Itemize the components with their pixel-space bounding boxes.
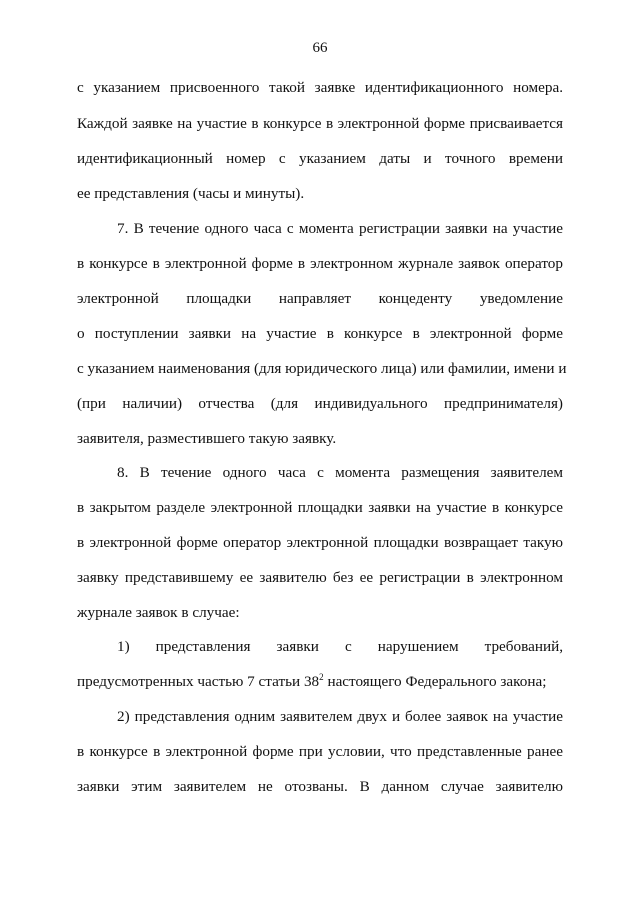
text-line: электронной площадки направляет концеденту уведомление [77, 290, 563, 307]
text-line: 8. В течение одного часа с момента размещения заявителем [117, 464, 563, 481]
text-line: идентификационный номер с указанием даты и точного времени [77, 150, 563, 167]
text-line: журнале заявок в случае: [77, 604, 240, 621]
text-line: (при наличии) отчества (для индивидуального предпринимателя) [77, 395, 563, 412]
page-number: 66 [312, 40, 328, 56]
text-line [77, 672, 563, 692]
superscript: 2 [319, 672, 324, 682]
text-line: заявку представившему ее заявителю без ее регистрации в электронном [77, 569, 563, 586]
text-line: в закрытом разделе электронной площадки заявки на участие в конкурсе [77, 499, 563, 516]
text-segment: настоящего Федерального закона; [323, 673, 547, 690]
text-line: в электронной форме оператор электронной площадки возвращает такую [77, 534, 563, 551]
text-line: с указанием присвоенного такой заявке идентификационного номера. [77, 79, 563, 96]
text-line: заявителя, разместившего такую заявку. [77, 430, 337, 447]
text-line: 7. В течение одного часа с момента регистрации заявки на участие [117, 220, 563, 237]
text-line: с указанием наименования (для юридического лица) или фамилии, имени и [77, 360, 567, 377]
text-line: 2) представления одним заявителем двух и более заявок на участие [117, 708, 563, 725]
text-line: 1) представления заявки с нарушением требований, [117, 638, 563, 655]
text-line: в конкурсе в электронной форме в электронном журнале заявок оператор [77, 255, 563, 272]
text-line: в конкурсе в электронной форме при условии, что представленные ранее [77, 743, 563, 760]
text-line: Каждой заявке на участие в конкурсе в электронной форме присваивается [77, 115, 563, 132]
text-line: о поступлении заявки на участие в конкурсе в электронной форме [77, 325, 563, 342]
text-line: заявки этим заявителем не отозваны. В данном случае заявителю [77, 778, 563, 795]
text-line: ее представления (часы и минуты). [77, 185, 305, 202]
text-segment: предусмотренных частью 7 статьи 38 [77, 673, 320, 690]
